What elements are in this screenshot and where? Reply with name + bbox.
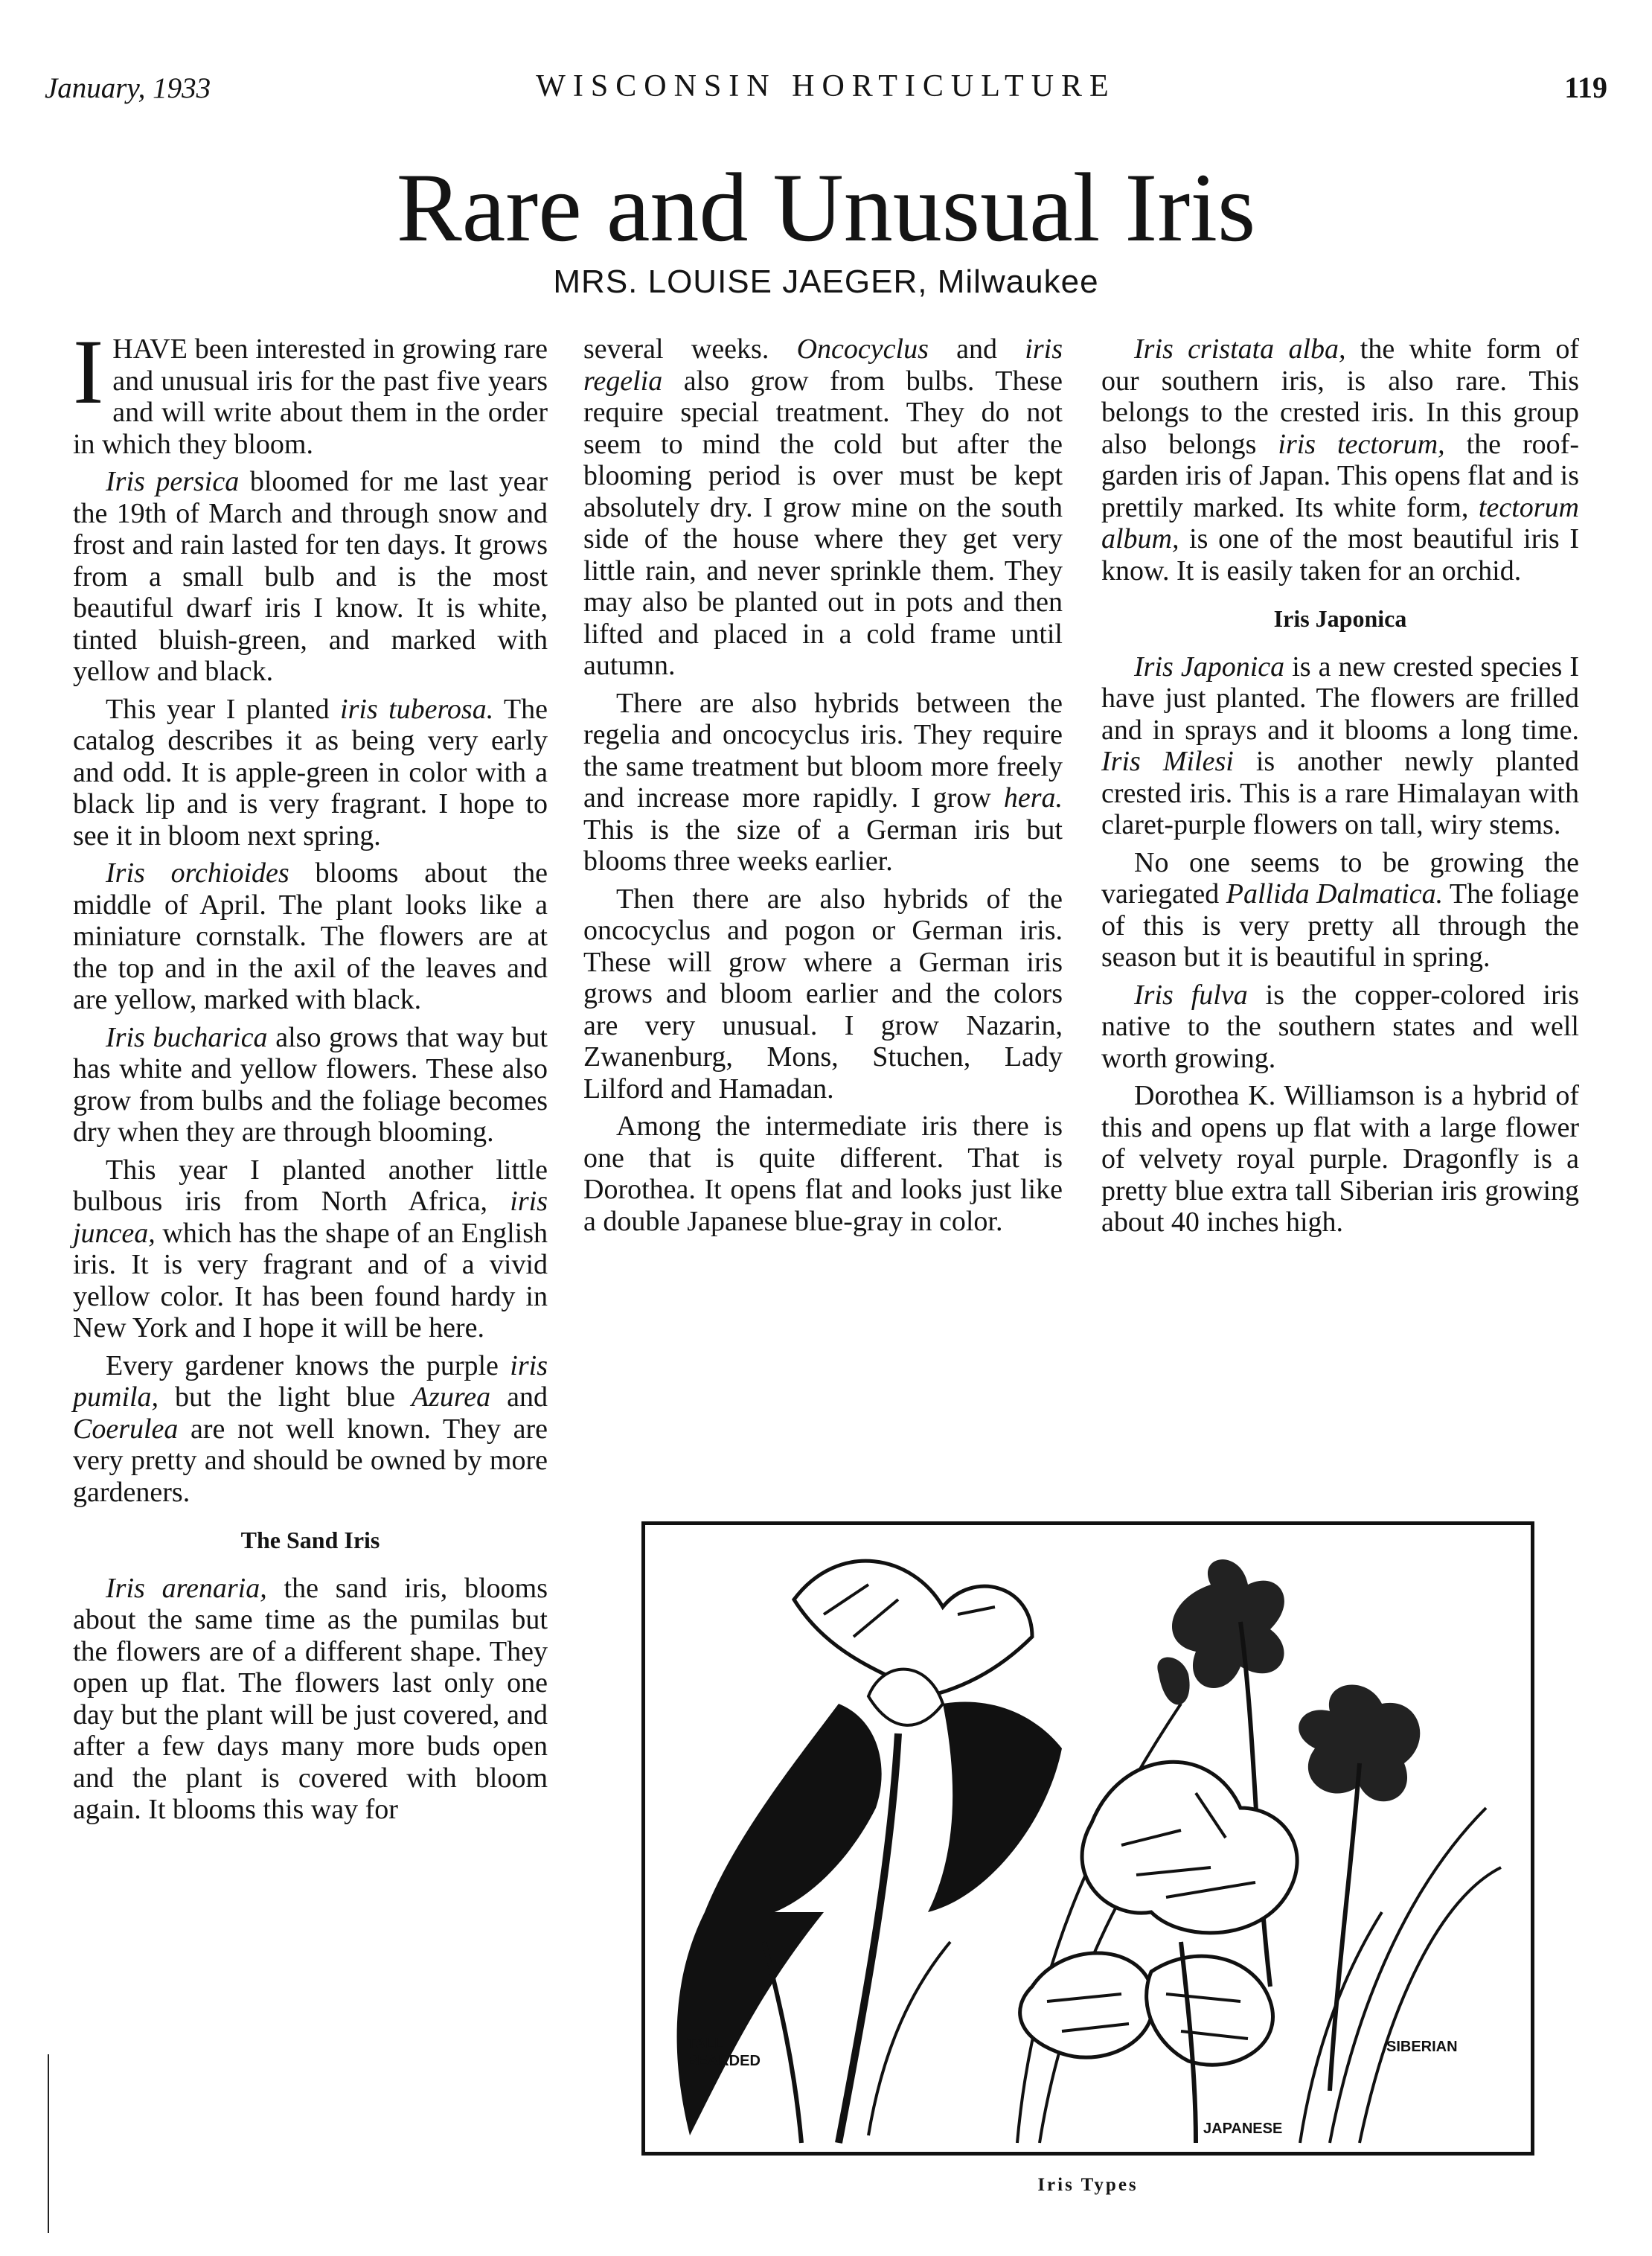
species-name: iris juncea, [73,1186,548,1249]
column-2 [583,333,1063,1237]
species-name: hera. [1003,782,1063,814]
paragraph-text: is the copper-colored iris native to the southern states and well worth growing. [1101,979,1579,1074]
paragraph-text: also grow from bulbs. These require special treatment. They do not seem to mind the cold but after the blooming period is over must be kept absolutely dry. I grow mine on the south side of the house where they get very little rain, and never sprinkle them. They may also be planted out in pots and then lifted and placed in a cold frame until autumn. [583,365,1063,681]
figure-caption: Iris Types [1037,2175,1139,2195]
species-name: Iris fulva [1134,979,1248,1011]
paragraph [73,466,548,688]
paragraph [583,333,1063,682]
paragraph-text: This year I planted another little bulbous iris from North Africa, [73,1154,548,1217]
paragraph-text: blooms about the middle of April. The plant looks like a miniature cornstalk. The flowers are at the top and in the axil of the leaves and are yellow, marked with black. [73,857,548,1015]
paragraph-text: also grows that way but has white and yellow flowers. These also grow from bulbs and the foliage becomes dry when they are through blooming. [73,1021,548,1148]
column-1 [73,321,548,1826]
label-japanese: JAPANESE [1203,2121,1283,2137]
paragraph-text: This is the size of a German iris but blooms three weeks earlier. [583,814,1063,877]
paragraph-text: is another newly planted crested iris. This is a rare Himalayan with claret-purple flowers on tall, wiry stems. [1101,746,1579,840]
paragraph-text: Every gardener knows the purple [106,1349,510,1381]
paragraph [73,1573,548,1826]
paragraph [1101,333,1579,587]
species-name: Iris arenaria, [106,1572,267,1604]
drop-cap: I [73,321,104,423]
paragraph-text: is a new crested species I have just planted. The flowers are frilled and in sprays and it blooms a long time. [1101,651,1579,746]
species-name: Iris cristata alba, [1134,333,1346,365]
japanese-iris-drawing [1020,1762,1297,2143]
species-name: Iris persica [106,466,240,497]
paragraph [1101,651,1579,841]
species-name: Azurea [411,1381,491,1413]
species-name: Iris Japonica [1134,651,1285,683]
species-name: Iris bucharica [106,1021,268,1053]
paragraph-text: and [928,333,1025,365]
paragraph-text: and [490,1381,548,1413]
paragraph-text: The catalog describes it as being very early and odd. It is apple-green in color with a black lip and is very fragrant. I hope to see it in bloom next spring. [73,693,548,851]
article-byline: MRS. LOUISE JAEGER, Milwaukee [553,263,1099,300]
section-heading: Iris Japonica [1273,605,1407,632]
paragraph: Dorothea K. Williamson is a hybrid of this and opens up flat with a large flower of velvety royal purple. Dragonfly is a pretty blue extra tall Siberian iris growing about 40 inches high. [1101,1080,1579,1238]
paragraph-text: No one seems to be growing the variegated [1101,846,1579,910]
paragraph-text: There are also hybrids between the regelia and oncocyclus iris. They require the same treatment but bloom more freely and increase more rapidly. I grow [583,687,1063,814]
paragraph-text: the white form of our southern iris, is also rare. This belongs to the crested iris. In this group also belongs [1101,333,1579,460]
paragraph-text: This year I planted [106,693,341,725]
article-title: Rare and Unusual Iris [396,153,1256,262]
paragraph [1101,847,1579,974]
species-name: iris tuberosa. [340,693,494,725]
paragraph [73,321,548,460]
paragraph [583,688,1063,878]
paragraph [73,857,548,1016]
species-name: Oncocyclus [796,333,929,365]
paragraph-text: The foliage of this is very pretty all through the season but it is beautiful in spring. [1101,878,1579,973]
column-3 [1101,333,1579,1239]
paragraph-text: the roof-garden iris of Japan. This opens flat and is prettily marked. Its white form, [1101,428,1579,523]
species-name: Coerulea [73,1413,179,1445]
species-name: iris pumila, [73,1349,548,1413]
paragraph [73,1350,548,1509]
paragraph-text: is one of the most beautiful iris I know. It is easily taken for an orchid. [1101,523,1579,587]
paragraph-text: but the light blue [159,1381,412,1413]
species-name: Iris Milesi [1101,746,1234,777]
running-head-publication: WISCONSIN HORTICULTURE [536,69,1116,103]
paragraph [73,1022,548,1148]
label-siberian: SIBERIAN [1386,2039,1458,2055]
paragraph-text: HAVE been interested in growing rare and unusual iris for the past five years and will write about them in the order in which they bloom. [73,333,548,460]
species-name: Pallida Dalmatica. [1226,878,1444,910]
paragraph [1101,980,1579,1075]
section-heading: The Sand Iris [240,1527,380,1553]
paragraph: Then there are also hybrids of the oncocyclus and pogon or German iris. These will grow where a German iris grows and bloom earlier and the colors are very unusual. I grow Nazarin, Zwanenburg, Mons, Stuchen, Lady Lilford and Hamadan. [583,883,1063,1105]
paragraph-text: several weeks. [583,333,797,365]
margin-rule [48,2054,49,2233]
paragraph [73,694,548,852]
species-name: iris regelia [583,333,1063,397]
iris-illustration [641,1521,1534,2156]
paragraph-text: bloomed for me last year the 19th of March and through snow and frost and rain lasted for ten days. It grows from a small bulb and is the most beautiful dwarf iris I know. It is white, tinted bluish-green, and marked with yellow and black. [73,466,548,687]
page-number: 119 [1564,71,1607,104]
paragraph [73,1154,548,1344]
label-tall-bearded: TALL BEARDED [687,2036,761,2069]
running-head-date: January, 1933 [45,72,211,104]
paragraph: Among the intermediate iris there is one that is quite different. That is Dorothea. It opens flat and looks just like a double Japanese blue-gray in color. [583,1111,1063,1237]
paragraph-text: are not well known. They are very pretty and should be owned by more gardeners. [73,1413,548,1508]
species-name: iris tectorum, [1278,428,1445,460]
paragraph-text: which has the shape of an English iris. It is very fragrant and of a vivid yellow color. It has been found hardy in New York and I hope it will be here. [73,1217,548,1343]
species-name: Iris orchioides [106,857,289,889]
paragraph-text: the sand iris, blooms about the same time as the pumilas but the flowers are of a different shape. They open up flat. The flowers last only one day but the plant will be just covered, and after a few days many more buds open and the plant is covered with bloom again. It blooms this way for [73,1572,548,1825]
species-name: tectorum album, [1101,491,1579,555]
